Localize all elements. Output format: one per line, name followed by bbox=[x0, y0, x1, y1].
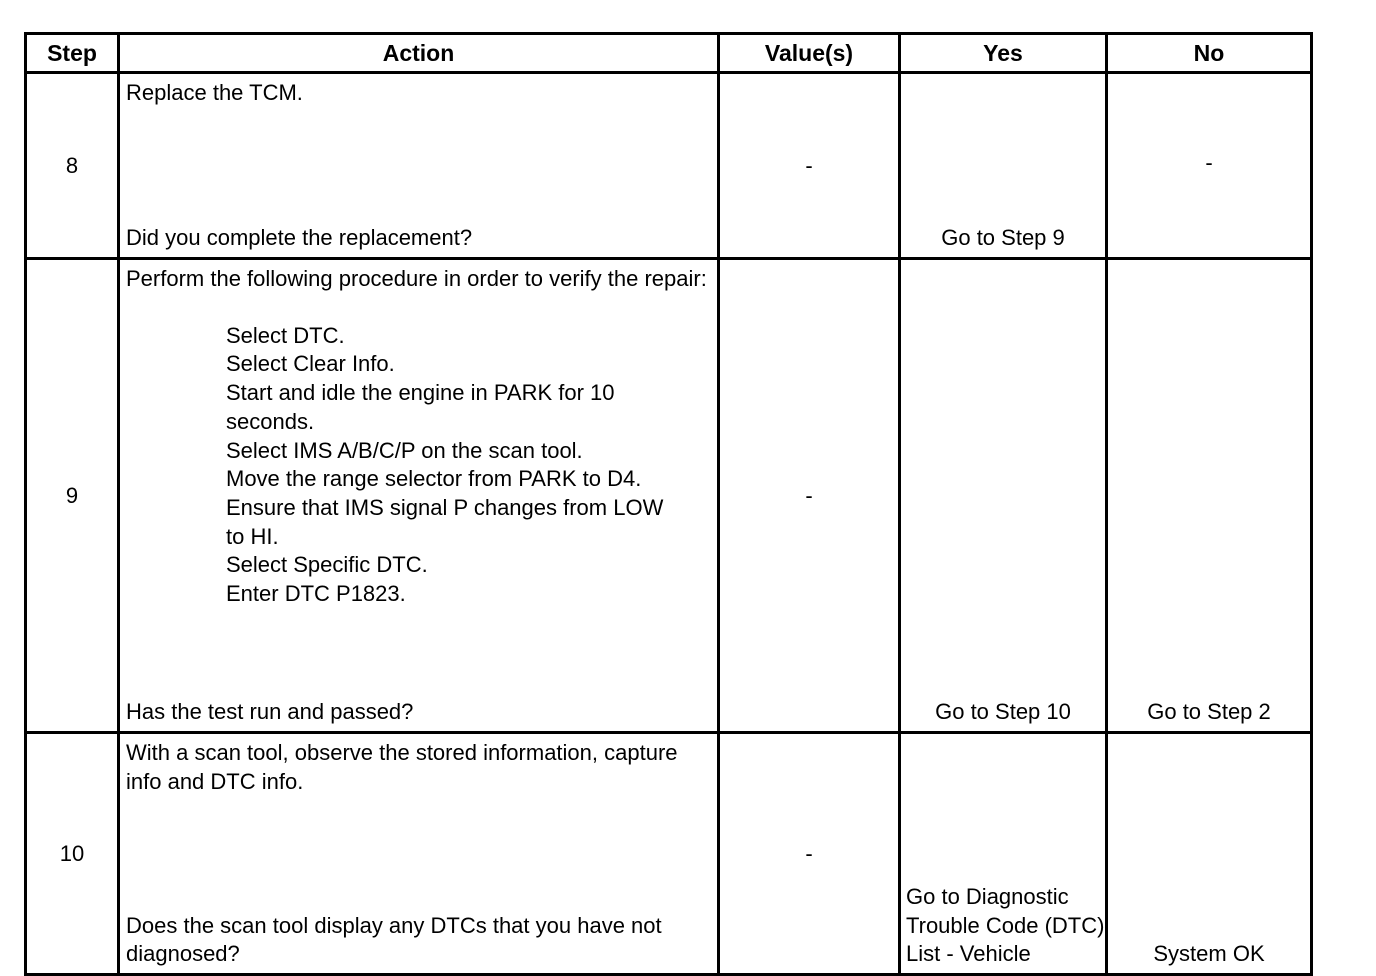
procedure-step: Select DTC. bbox=[226, 322, 345, 348]
step-number: 10 bbox=[26, 733, 119, 975]
value-cell: - bbox=[719, 733, 900, 975]
no-cell: System OK bbox=[1107, 733, 1312, 975]
step-number: 9 bbox=[26, 259, 119, 733]
action-cell bbox=[119, 73, 719, 259]
procedure-step: Move the range selector from PARK to D4. bbox=[226, 466, 642, 492]
no-cell: Go to Step 2 bbox=[1107, 259, 1312, 733]
action-question: Does the scan tool display any DTCs that you have not diagnosed? bbox=[126, 912, 662, 967]
procedure-step: Select Specific DTC. bbox=[226, 552, 428, 578]
header-action: Action bbox=[119, 34, 719, 73]
header-values: Value(s) bbox=[719, 34, 900, 73]
procedure-step: Enter DTC P1823. bbox=[226, 581, 406, 607]
table-row-step-8 bbox=[26, 73, 1312, 259]
diagnostic-table bbox=[24, 32, 1313, 976]
action-question: Has the test run and passed? bbox=[126, 699, 414, 725]
table-row-step-10 bbox=[26, 733, 1312, 975]
procedure-step: Select Clear Info. bbox=[226, 351, 395, 377]
yes-cell: Go to Step 9 bbox=[900, 73, 1107, 259]
header-yes: Yes bbox=[900, 34, 1107, 73]
procedure-list bbox=[126, 322, 709, 609]
header-row bbox=[26, 34, 1312, 73]
table-row-step-9 bbox=[26, 259, 1312, 733]
action-cell bbox=[119, 259, 719, 733]
yes-cell: Go to Step 10 bbox=[900, 259, 1107, 733]
action-cell bbox=[119, 733, 719, 975]
value-cell: - bbox=[719, 73, 900, 259]
action-intro: Replace the TCM. bbox=[126, 80, 303, 105]
procedure-step: Ensure that IMS signal P changes from LOW to HI. bbox=[226, 494, 664, 549]
header-step: Step bbox=[26, 34, 119, 73]
action-question: Did you complete the replacement? bbox=[126, 225, 473, 251]
procedure-step: Select IMS A/B/C/P on the scan tool. bbox=[226, 437, 583, 463]
action-intro: With a scan tool, observe the stored information, capture info and DTC info. bbox=[126, 740, 678, 794]
yes-cell: Go to Diagnostic Trouble Code (DTC) List - Vehicle bbox=[900, 733, 1107, 975]
value-cell: - bbox=[719, 259, 900, 733]
procedure-step: Start and idle the engine in PARK for 10 seconds. bbox=[226, 380, 615, 434]
step-number: 8 bbox=[26, 73, 119, 259]
action-intro: Perform the following procedure in order to verify the repair: bbox=[126, 266, 707, 291]
header-no: No bbox=[1107, 34, 1312, 73]
no-cell: - bbox=[1107, 73, 1312, 259]
